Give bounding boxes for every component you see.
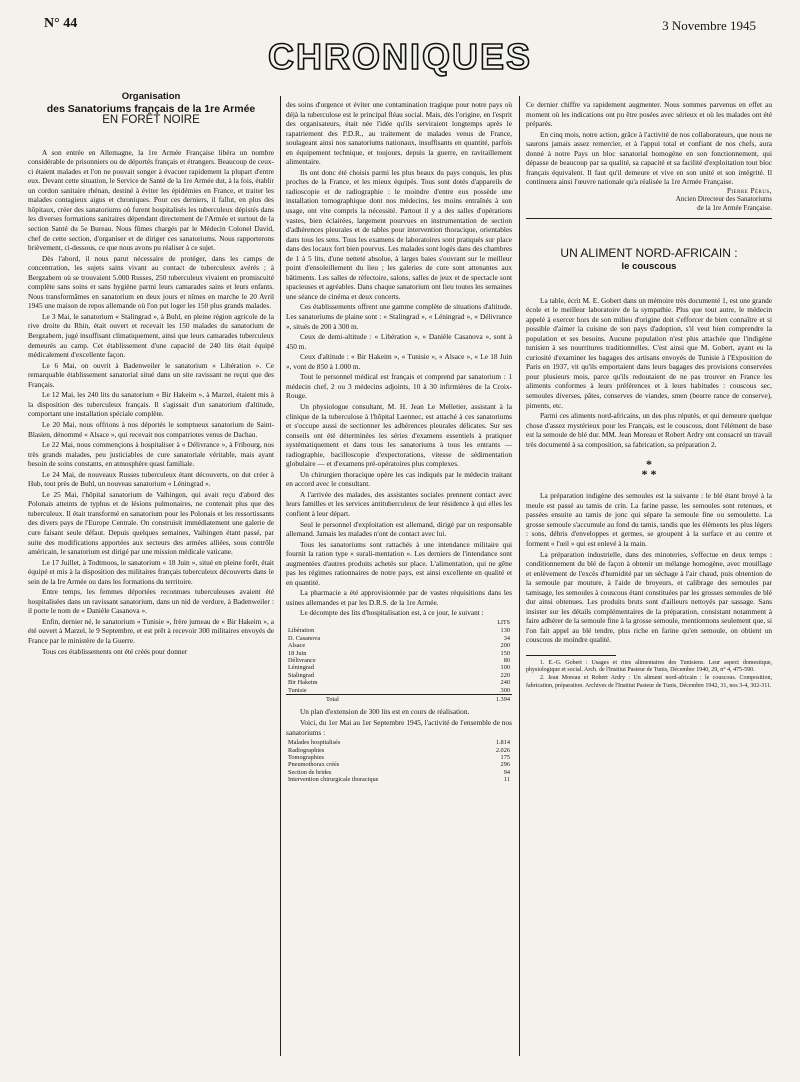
total-value: 1.394 [474, 695, 512, 704]
table-row [286, 769, 512, 776]
paragraph: En cinq mois, notre action, grâce à l'activité de nos collaborateurs, que nous ne saurons jamais assez remercier, et à l'appui total et confiant de nos chefs, aura donné à notre Pays un bloc sanatorial homogène en son fonctionnement, qui dépasse de beaucoup par sa qualité, sa capacité et sa facilité d'exploitation tout bloc français équivalent. Il faut qu'il demeure et vive en son unité et son intégrité. Il continuera ainsi l'œuvre nationale qu'a réalisée la 1re Armée Française. [526, 129, 772, 187]
row-label: 18 Juin [288, 649, 307, 657]
paragraph: Un plan d'extension de 300 lits est en cours de réalisation. [300, 707, 470, 717]
paragraph: La pharmacie a été approvisionnée par de vastes réquisitions dans les usines allemandes et par les D.R.S. de la 1re Armée. [286, 588, 512, 607]
article-kicker: Organisation [121, 91, 181, 102]
column-divider [519, 96, 520, 1056]
row-label: Malades hospitalisés [288, 739, 341, 747]
paragraph: Ils ont donc été choisis parmi les plus beaux du pays conquis, les plus proches de la France, et les mieux équipés. Tous sont dotés d'appareils de radioscopie et de radiographie : le moindre d'entre eux possède une installation tomographique dont nos médecins, les moins entraînés à son usage, ont vite compris la nécessité. Partout il y a des salles d'opérations vastes, bien éclairées, largement pourvues en instrumentation de section d'adhérences pleurales et de tables pour intervention thoracique, orientables dans tous les sens. Tous les examens de laboratoires sont pratiqués sur place dans des locaux fort bien pourvus. Les malades sont logés dans des chambres de 1 à 5 lits, d'une netteté absolue, à larges baies s'ouvrant sur le meilleur point d'ensoleillement du lieu ; les galeries de cure sont attenantes aux bâtiments. Les salles de réfectoire, salons, salles de jeux et de spectacle sont spacieuses et agréables. Dans chaque sanatorium ont lieu toutes les semaines une séance de cinéma et deux concerts. [286, 167, 512, 301]
article-subtitle: EN FORÊT NOIRE [102, 114, 200, 127]
article-body [28, 148, 274, 656]
table-row [286, 627, 512, 634]
paragraph: Le 22 Mai, nous commençions à hospitaliser à « Délivrance », à Fribourg, nos très grands malades, peu justiciables de cure sanatoriale véritable, mais ayant besoin de soins constants, en atmosphère quasi familiale. [28, 440, 274, 469]
row-value: 2.026 [495, 746, 510, 754]
row-label: Stalingrad [288, 671, 314, 679]
article-body [526, 100, 772, 187]
row-label: Intervention chirurgicale thoracique [288, 776, 379, 784]
table-row [286, 657, 512, 664]
section-stars: * * * [641, 457, 657, 482]
paragraph: Le 20 Mai, nous offrions à nos déportés le somptueux sanatorium de Saint-Blasien, dénommé « Alsace », qui recevait nos compatriotes venus de Dachau. [28, 419, 274, 439]
paragraph: La préparation industrielle, dans des minoteries, s'effectue en deux temps : conditionnement du blé de façon à obtenir un mélange homogène, avec mouillage et enlèvement de l'excès d'humidité par un séchage à l'air chaud, puis obtention de la semoule par mouture, à l'aide de broyeurs, et calibrage des semoules par tamisage, les semoules à couscous étant constituées par les grosses semoules de blé dur ainsi obtenues. Les produits bruts sont d'ailleurs nettoyés par sassage. Sans insister sur les détails complémentaires de la préparation, consistant notamment à faire adhérer de la semoule fine à la grosse semoule, mentionnons seulement que, si l'on fait appel au blé tendre, plus riche en farine qu'en semoule, on obtient un couscous de moindre qualité. [526, 549, 772, 645]
beds-table [286, 620, 512, 703]
footnote-rule [526, 655, 616, 656]
paragraph: Entre temps, les femmes déportées reconnues tuberculeuses avaient été hospitalisées dans un ravissant sanatorium, dans un nid de verdure, à Badenweiler : il porte le nom de « Danièle Casanova ». [28, 587, 274, 616]
row-value: 94 [503, 768, 510, 776]
paragraph: A son entrée en Allemagne, la 1re Armée Française libéra un nombre considérable de prisonniers ou de déportés français et étrangers. Beaucoup de ceux-ci étaient malades et l'on ne pouvait songer à évacuer rapidement la plupart d'entre eux. Devant cette situation, le Service de Santé de la 1re Armée dut, à la fois, établir un cordon sanitaire rhénan, destiné à éviter les épidémies en France, et traiter les malades contagieux aigus et chroniques. Pour ces derniers, il fallut, en plus des hôpitaux, créer des sanatoriums où furent hospitalisés les tuberculeux dépistés dans les diverses formations sanitaires dépendant directement de l'Armée et surtout de la section Santé du 5e Bureau. Nous fûmes chargés par le Médecin Colonel David, chef de cette section, d'organiser et de diriger ces sanatoriums. Nous rapporterons brièvement, ci-dessous, ce que nous avons pu réaliser à ce sujet. [28, 147, 274, 253]
row-label: D. Casanova [288, 634, 321, 642]
row-value: 300 [500, 686, 510, 694]
paragraph: Ceux de demi-altitude : « Libération », « Danièle Casanova », sont à 450 m. [286, 332, 512, 351]
signature-line: de la 1re Armée Française. [697, 203, 772, 212]
paragraph: Tous ces établissements ont été créés pour donner [42, 646, 188, 656]
row-value: 220 [500, 671, 510, 679]
row-value: 240 [500, 679, 510, 687]
row-value: 150 [500, 649, 510, 657]
row-label: Léningrad [288, 664, 314, 672]
article-body [286, 707, 512, 737]
paragraph: Seul le personnel d'exploitation est allemand, dirigé par un responsable allemand. Jamais les malades n'ont de contact avec lui. [286, 519, 512, 539]
masthead: CHRONIQUES [267, 36, 533, 77]
row-label: Radiographies [288, 746, 325, 754]
signature-line: Ancien Directeur des Sanatoriums [675, 195, 772, 204]
article2-body [526, 296, 772, 450]
table-row [286, 754, 512, 761]
total-label: Total [286, 695, 474, 704]
article2-subtitle: le couscous [621, 260, 677, 272]
paragraph: A l'arrivée des malades, des assistantes sociales prennent contact avec leurs familles et les services antituberculeux de leur résidence à qui elles les confient à leur départ. [286, 489, 512, 518]
signature [526, 187, 772, 213]
row-label: Délivrance [288, 657, 316, 665]
row-label: Section de brides [288, 768, 332, 776]
row-value: 296 [500, 761, 510, 769]
paragraph: 1. E.-G. Gobert : Usages et rites alimentaires des Tunisiens. Leur aspect domestique, physiologique et social. Arch. de l'Institut Pasteur de Tunis, Décembre 1940, 29, n° 4, 475-590. [526, 660, 772, 674]
paragraph: Enfin, dernier né, le sanatorium « Tunisie », frère jumeau de « Bir Hakeim », a été ouvert à Marzel, le 9 Septembre, et est prêt à recevoir 300 militaires envoyés de France par le ministère de la Guerre. [28, 616, 274, 645]
column-1 [28, 92, 274, 656]
signature-name: Pierre Pérus, [726, 186, 772, 195]
paragraph: Tout le personnel médical est français et comprend par sanatorium : 1 médecin chef, 2 ou 3 médecins adjoints, 10 à 30 infirmières de la Croix-Rouge. [286, 372, 512, 401]
beds-table-header: LITS [497, 619, 510, 626]
row-value: 34 [503, 634, 510, 642]
table-row [286, 635, 512, 642]
paragraph: des soins d'urgence et éviter une contamination tragique pour notre pays où déjà la tuberculose est le principal fléau social. Mais, dès l'origine, en l'esprit des organisateurs, était née l'idée qu'ils serviraient longtemps après le rapatriement des P.D.R., au traitement de malades venus de France, soulageant ainsi nos sanatoriums nationaux, insuffisants en quantité, parfois en équipement technique, et toujours, depuis la guerre, en ravitaillement alimentaire. [286, 100, 512, 167]
row-value: 175 [500, 753, 510, 761]
footnotes [526, 660, 772, 690]
paragraph: Le 6 Mai, on ouvrit à Badenweiler le sanatorium « Libération ». Ce remarquable établissement sanatorial situé dans un site ravissant ne reçut que des Français. [28, 360, 274, 389]
paragraph: Un physiologue consultant, M. H. Jean Le Melletier, assistant à la clinique de la tuberculose à l'hôpital Laennec, est attaché à ces sanatoriums et s'occupe aussi de sectionner les adhérences pleurales délicates. Sur ses conseils ont été déterminées les séries d'examens essentiels à pratiquer systématiquement et dans tous les sanatoriums à tous les entrants — radiographie, bacilloscopie d'expectorations, vitesse de sédimentation globulaire — et d'examens pré-opératoires plus complexes. [286, 401, 512, 469]
paragraph: Le 17 Juillet, à Todtmoos, le sanatorium « 18 Juin », situé en pleine forêt, était équipé et mis à la disposition des militaires français tuberculeux découverts dans le sein de la Ire Armée ou dans les formations du territoire. [28, 557, 274, 586]
paragraph: Ceux d'altitude : « Bir Hakeim », « Tunisie », « Alsace », « Le 18 Juin », vont de 850 à 1.000 m. [286, 352, 512, 371]
table-row [286, 650, 512, 657]
activity-table [286, 739, 512, 783]
table-row [286, 679, 512, 686]
issue-date: 3 Novembre 1945 [662, 18, 756, 33]
paragraph: Le 3 Mai, le sanatorium « Stalingrad », à Buhl, en pleine région agricole de la rive droite du Rhin, était ouvert et recevait les 150 malades du sanatorium de Bergzabern, jugé insuffisant climatiquement, ainsi que leurs camarades tuberculeux demeurés au camp. Cet établissement d'une capacité de 240 lits était équipé médicalement d'excellente façon. [28, 311, 274, 360]
article2-body [526, 491, 772, 645]
paragraph: Ce dernier chiffre va rapidement augmenter. Nous sommes parvenus en effet au moment où les indications ont pu être posées avec sérieux et où les malades ont été préparés. [526, 100, 772, 129]
table-row [286, 664, 512, 671]
table-row [286, 761, 512, 768]
paragraph: Un chirurgien thoracique opère les cas indiqués par le médecin traitant en accord avec le consultant. [286, 469, 512, 489]
table-row [286, 739, 512, 746]
table-row [286, 642, 512, 649]
article-separator [526, 218, 772, 219]
paragraph: Tous les sanatoriums sont rattachés à une intendance militaire qui fournit la ration type « surali-mentation ». Les derniers de l'intendance sont augmentées d'autres produits achetés sur place. L'alimentation, qui ne gêne pas les régimes rationnaires de notre pays, est ainsi excellente en qualité et en quantité. [286, 539, 512, 587]
paragraph: La préparation indigène des semoules est la suivante : le blé étant broyé à la meule est passé au tamis de crin. La farine passe, les semoules sont retenues, et passées ensuite au tamis de jonc qui sépare la semoule fine ou semoulette. La grosse semoule s'accumule au fond du tamis, tandis que les éléments les plus légers : sons, débris d'enveloppes et germes, se groupent à la surface et au centre et forment « l'œil » qui est enlevé à la main. [526, 491, 772, 548]
row-value: 130 [500, 627, 510, 635]
paragraph: Le 24 Mai, de nouveaux Russes tuberculeux étant découverts, on dut créer à Hub, tout près de Buhl, un nouveau sanatorium « Léningrad ». [28, 469, 274, 489]
column-3 [526, 100, 772, 690]
paragraph: Voici, du 1er Mai au 1er Septembre 1945, l'activité de l'ensemble de nos sanatoriums : [286, 718, 512, 737]
row-label: Tunisie [288, 686, 307, 694]
article-title: des Sanatoriums français de la 1re Armée [46, 102, 256, 115]
table-row [286, 776, 512, 783]
total-row [286, 695, 512, 704]
row-value: 1.814 [495, 739, 510, 747]
row-label: Tomographies [288, 753, 324, 761]
table-row [286, 687, 512, 695]
paragraph: Parmi ces aliments nord-africains, un des plus réputés, et qui demeure quelque chose d'assez mystérieux pour les Français, est le couscous, dont l'élément de base est la semoule de blé dur. MM. Jean Moreau et Robert Ardry ont consacré un travail très documenté à sa composition, sa fabrication, sa préparation 2. [526, 411, 772, 449]
row-label: Alsace [288, 642, 306, 650]
issue-number: N° 44 [44, 16, 78, 31]
paragraph: Dès l'abord, il nous parut nécessaire de protéger, dans les camps de concentration, les sujets sains vivant au contact de tuberculeux avérés ; à Bergzabern où se trouvaient 5.000 Russes, 250 tuberculeux vivaient en promiscuité complète sans soins et sans hygiène parmi leurs camarades sains et leurs enfants. Nous transformâmes en sanatorium en deux jours et nîmes en marche le 20 Avril 1945 une maison de repos allemande où l'on put loger les 150 plus grands malades. [28, 253, 274, 311]
row-label: Bir Hakeim [288, 679, 318, 687]
row-value: 100 [500, 664, 510, 672]
row-value: 200 [500, 642, 510, 650]
paragraph: Le décompte des lits d'hospitalisation est, à ce jour, le suivant : [300, 608, 484, 618]
column-divider [280, 96, 281, 1056]
row-label: Pneumothorax créés [288, 761, 340, 769]
article2-title: UN ALIMENT NORD-AFRICAIN : [560, 246, 738, 261]
row-value: 11 [503, 776, 510, 784]
table-row [286, 747, 512, 754]
paragraph: 2. Jean Moreau et Robert Ardry : Un aliment nord-africain : le couscous. Composition, fabrication, préparation. Archives de l'Institut Pasteur de Tunis, Décembre 1942, 31, nos 3-4, 302-311. [526, 675, 772, 689]
row-label: Libération [288, 627, 315, 635]
paragraph: Le 25 Mai, l'hôpital sanatorium de Vaihingen, qui avait reçu d'abord des Polonais atteints de typhus et de lésions pulmonaires, ne contenait plus que des tuberculeux. Il était transformé en sanatorium pour les Polonais et les ressortissants des divers pays de l'Europe Centrale. On construisit immédiatement une galerie de cure faisant seule défaut. Depuis quelques semaines, Vaihingen étant passé, par suite des modifications apportées aux secteurs des armées alliées, sous contrôle américain, le sanatorium est dirigé par une mission médicale vaticane. [28, 489, 274, 557]
column-2 [286, 100, 512, 788]
article-body [286, 100, 512, 618]
paragraph: La table, écrit M. E. Gobert dans un mémoire très documenté 1, est une grande école et le meilleur laboratoire de la sympathie. Plus que tout autre, le médecin appelé à exercer hors de son milieu d'origine doit s'efforcer de bien connaître et si possible d'aimer la cuisine de son pays d'adoption, s'il veut bien comprendre la population et ses besoins. Aucune population n'est plus attachée que l'indigène tunisien à ses nourritures traditionnelles. C'est ainsi que M. Gobert, ayant eu la curiosité d'examiner les bagages des artisans envoyés de Tunisie à l'Exposition de Paris en 1937, vit qu'ils emportaient dans leurs bagages des provisions conservées pour plusieurs mois, parce qu'ils redoutaient de ne pas trouver en France les aliments conformes à leurs préférences et à leurs habitudes : couscous sec, semoules diverses, pâtes, conserves de viandes, smen (beurre rance de conserve), piments, etc. [526, 295, 772, 410]
paragraph: Ces établissements offrent une gamme complète de situations d'altitude. Les sanatoriums de plaine sont : « Stalingrad », « Léningrad », « Délivrance », situés de 200 à 300 m. [286, 302, 512, 331]
paragraph: Le 12 Mai, les 240 lits du sanatorium « Bir Hakeim », à Marzel, étaient mis à la disposition des tuberculeux français. Il s'agissait d'un sanatorium d'altitude, comportant une installation spéciale complète. [28, 390, 274, 419]
table-row [286, 672, 512, 679]
row-value: 80 [503, 657, 510, 665]
